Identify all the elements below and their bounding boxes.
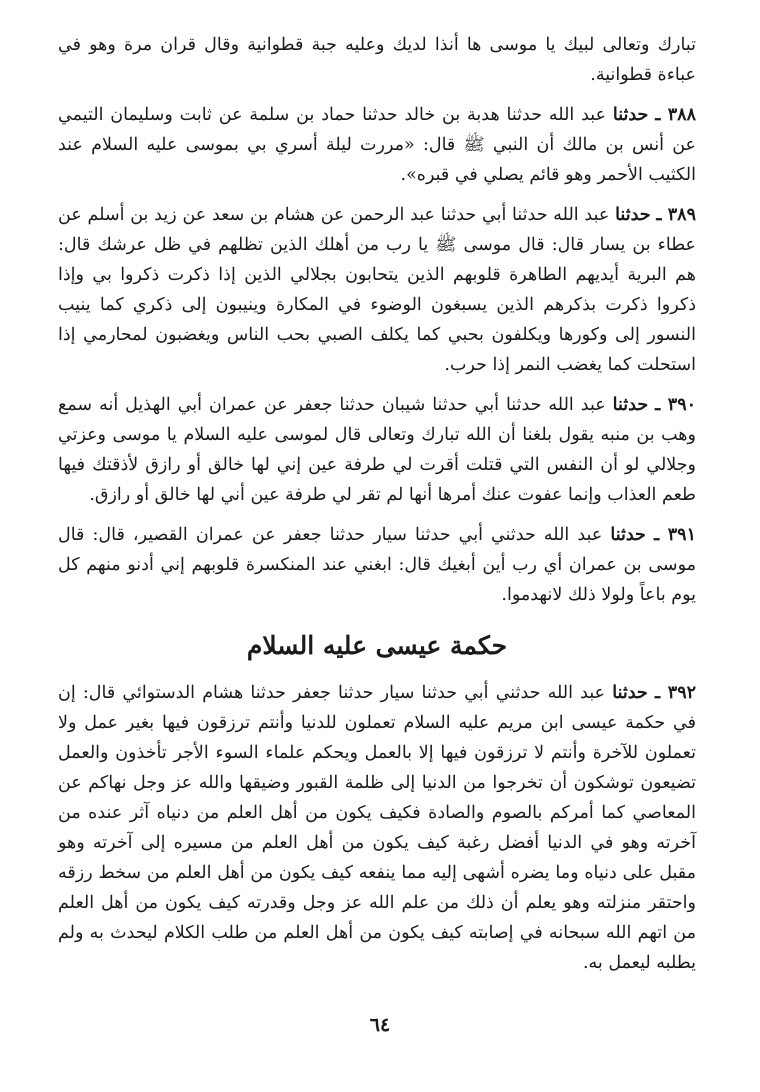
- hadith-number: ٣٩٠ ـ: [655, 395, 696, 415]
- hadith-keyword: حدثنا: [612, 683, 648, 703]
- hadith-text: عبد الله حدثني أبي حدثنا سيار حدثنا جعفر عن عمران القصير، قال: قال موسى بن عمران أي رب أين أبغيك قال: ابغني عند المنكسرة قلوبهم إني أدنو منهم كل يوم باعاً ولولا ذلك لانهدموا.: [58, 525, 696, 605]
- hadith-text: عبد الله حدثنا أبي حدثنا شيبان حدثنا جعفر عن عمران أبي الهذيل أنه سمع وهب بن منبه يقول بلغنا أن الله تبارك وتعالى قال لموسى عليه السلام يا موسى وعزتي وجلالي لو أن النفس التي قتلت أقرت لي طرفة عين إني لها خالق أو رازق لأذقتك فيها طعم العذاب وإنما عفوت عنك أمرها أنها لم تقر لي طرفة عين أني لها خالق أو رازق.: [58, 395, 696, 505]
- hadith-number: ٣٩٢ ـ: [654, 683, 696, 703]
- paragraph-continuation: [58, 30, 696, 90]
- hadith-text: عبد الله حدثني أبي حدثنا سيار حدثنا جعفر حدثنا هشام الدستوائي قال: إن في حكمة عيسى ابن مريم عليه السلام تعملون للدنيا وأنتم ترزقون فيها بغير عمل ولا تعملون للآخرة وأنتم لا ترزقون فيها إلا بالعمل ويحكم علماء السوء الأجر تأخذون والعمل تضيعون توشكون أن تخرجوا من الدنيا إلى ظلمة القبور وضيقها والله عز وجل نهاكم عن المعاصي كما أمركم بالصوم والصادة فكيف يكون من أهل العلم من دنياه آثر عنده من آخرته وهو في الدنيا أفضل رغبة كيف يكون من أهل العلم من مسيره إلى آخرته وهو مقبل على دنياه وما يضره أشهى إليه مما ينفعه كيف يكون من أهل العلم من سخط رزقه واحتقر منزلته وهو يعلم أن ذلك من علم الله عز وجل وقدرته كيف يكون من أهل العلم من اتهم الله سبحانه في إصابته كيف يكون من أهل العلم من طلب الكلام ليحدث به ولم يطلبه ليعمل به.: [58, 683, 696, 973]
- hadith-text: عبد الله حدثنا هدبة بن خالد حدثنا حماد بن سلمة عن ثابت وسليمان التيمي عن أنس بن مالك أن النبي ﷺ قال: «مررت ليلة أسري بي بموسى عليه السلام عند الكثيب الأحمر وهو قائم يصلي في قبره».: [58, 105, 696, 185]
- hadith-388: [58, 100, 696, 190]
- hadith-number: ٣٨٨ ـ: [655, 105, 696, 125]
- hadith-keyword: حدثنا: [612, 105, 649, 125]
- hadith-keyword: حدثنا: [610, 525, 646, 545]
- hadith-392: [58, 678, 696, 978]
- hadith-text: عبد الله حدثنا أبي حدثنا عبد الرحمن عن هشام بن سعد عن زيد بن أسلم عن عطاء بن يسار قال: قال موسى ﷺ يا رب من أهلك الذين تظلهم في ظل عرشك قال: هم البرية أيديهم الطاهرة قلوبهم الذين يتحابون بجلالي الذين إذا ذكرت ذكروا بي وإذا ذكروا ذكرت بذكرهم الذين يسبغون الوضوء في المكارة وينيبون إلى ذكري كما ينيب النسور إلى وكورها ويكلفون بحبي كما يكلف الصبي بحب الناس ويغضبون لمحارمي إذا استحلت كما يغضب النمر إذا حرب.: [58, 205, 696, 375]
- hadith-number: ٣٩١ ـ: [654, 525, 696, 545]
- section-heading: حكمة عيسى عليه السلام: [246, 631, 508, 660]
- paragraph-text: تبارك وتعالى لبيك يا موسى ها أنذا لديك وعليه جبة قطوانية وقال قران مرة وهو في عباءة قطوانية.: [58, 35, 696, 85]
- hadith-390: [58, 390, 696, 510]
- hadith-keyword: حدثنا: [612, 395, 649, 415]
- hadith-number: ٣٨٩ ـ: [656, 205, 696, 225]
- hadith-keyword: حدثنا: [615, 205, 651, 225]
- hadith-391: [58, 520, 696, 610]
- page-number: ٦٤: [369, 1014, 391, 1036]
- hadith-389: [58, 200, 696, 380]
